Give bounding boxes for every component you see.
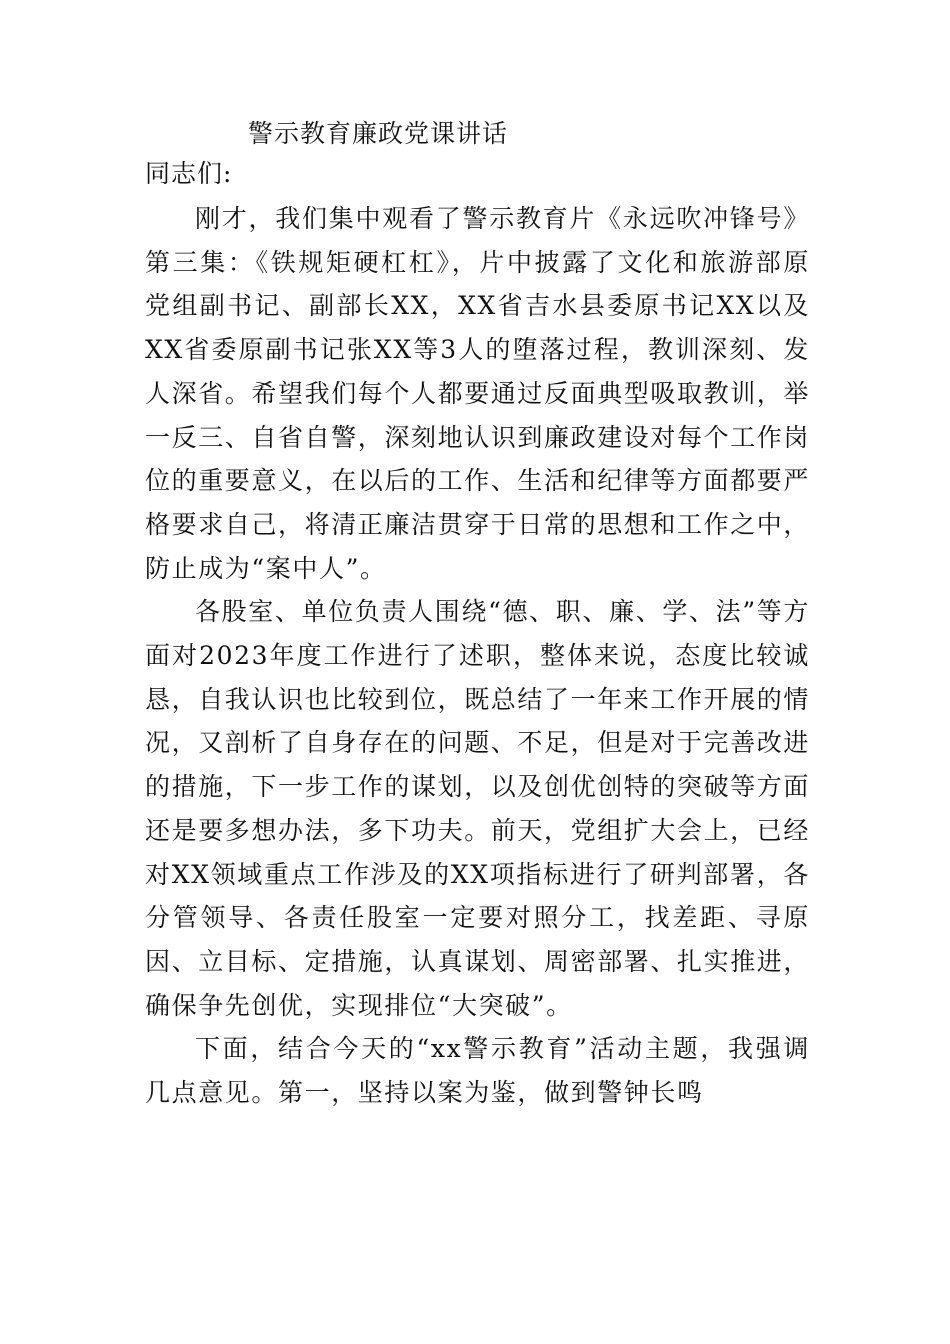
paragraph-1: 刚才，我们集中观看了警示教育片《永远吹冲锋号》第三集：《铁规矩硬杠杠》，片中披露了文化和旅游部原党组副书记、副部长XX，XX省吉水县委原书记XX以及XX省委原副书记张XX等3人的堕落过程，教训深刻、发人深省。希望我们每个人都要通过反面典型吸取教训，举一反三、自省自警，深刻地认识到廉政建设对每个工作岗位的重要意义，在以后的工作、生活和纪律等方面都要严格要求自己，将清正廉洁贯穿于日常的思想和工作之中，防止成为“案中人”。 xyxy=(145,204,811,583)
greeting: 同志们: xyxy=(145,159,233,188)
document-title: 警示教育廉政党课讲话 xyxy=(248,119,509,148)
document-body xyxy=(145,197,810,1115)
paragraph-2: 各股室、单位负责人围绕“德、职、廉、学、法”等方面对2023年度工作进行了述职，整体来说，态度比较诚恳，自我认识也比较到位，既总结了一年来工作开展的情况，又剖析了自身存在的问题、不足，但是对于完善改进的措施，下一步工作的谋划，以及创优创特的突破等方面还是要多想办法，多下功夫。前天，党组扩大会上，已经对XX领域重点工作涉及的XX项指标进行了研判部署，各分管领导、各责任股室一定要对照分工，找差距、寻原因、立目标、定措施，认真谋划、周密部署、扎实推进，确保争先创优，实现排位“大突破”。 xyxy=(145,597,811,1020)
paragraph-3: 下面，结合今天的“xx警示教育”活动主题，我强调几点意见。第一，坚持以案为鉴，做到警钟长鸣 xyxy=(145,1034,810,1108)
